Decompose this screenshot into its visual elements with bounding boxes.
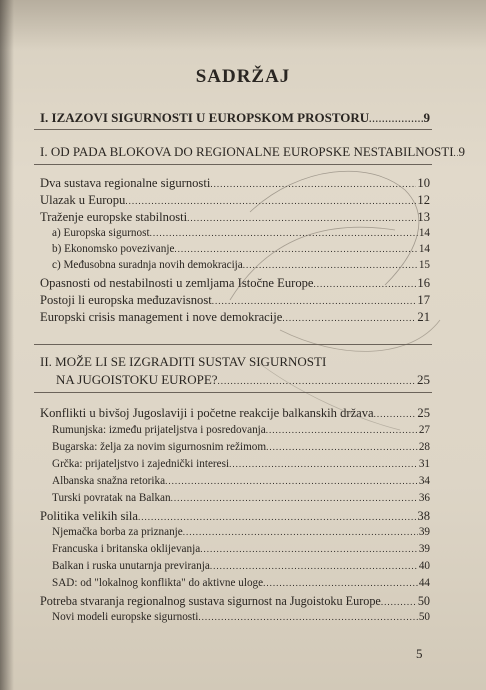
toc-entry-page: 17	[417, 293, 430, 307]
toc-entry-page: 15	[418, 259, 430, 271]
toc-entry-label: Novi modeli europske sigurnosti	[52, 611, 199, 623]
toc-entry-label: NA JUGOISTOKU EUROPE?	[56, 372, 218, 387]
toc-entry-label: Njemačka borba za priznanje	[52, 526, 183, 538]
toc-entry-label: Konflikti u bivšoj Jugoslaviji i početne reakcije balkanskih država	[40, 406, 374, 420]
page-number: 5	[416, 646, 423, 661]
toc-entry-page: 39	[418, 543, 430, 555]
toc-entry-page: 34	[418, 475, 430, 487]
toc-entry-page: 25	[417, 372, 430, 387]
toc-entry-page: 38	[417, 509, 430, 523]
toc-entry-page: 27	[418, 424, 430, 436]
toc-entry-page: 44	[418, 577, 430, 589]
toc-entry-page: 21	[417, 310, 430, 324]
toc-entry-label: Opasnosti od nestabilnosti u zemljama Istočne Europe	[40, 276, 314, 290]
toc-entry-label: c) Međusobna suradnja novih demokracija	[52, 259, 243, 271]
toc-entry-label: Rumunjska: između prijateljstva i posredovanja	[52, 424, 266, 436]
toc-entry-page: 28	[418, 441, 430, 453]
toc-entry-label: SAD: od "lokalnog konflikta" do aktivne uloge	[52, 577, 264, 589]
toc-entry-label: b) Ekonomsko povezivanje	[52, 243, 175, 255]
toc-entry-label: Francuska i britanska oklijevanja	[52, 543, 201, 555]
toc-entry-label: Bugarska: želja za novim sigurnosnim režimom	[52, 441, 267, 453]
toc-entry-page: 40	[418, 560, 430, 572]
toc-entry-label: Albanska snažna retorika	[52, 475, 166, 487]
toc-entry-label: Traženje europske stabilnosti	[40, 210, 188, 224]
toc-entry-page: 16	[417, 276, 430, 290]
toc-entry-label: Turski povratak na Balkan	[52, 492, 171, 504]
toc-entry-label: Ulazak u Europu	[40, 193, 126, 207]
toc-entry-label: I. IZAZOVI SIGURNOSTI U EUROPSKOM PROSTORU	[40, 110, 370, 125]
toc-entry-label: Potreba stvaranja regionalnog sustava sigurnost na Jugoistoku Europe	[40, 594, 381, 608]
toc-entry-page: 14	[418, 227, 430, 239]
toc-entry-page: 25	[417, 406, 430, 420]
toc-entry-label: Balkan i ruska unutarnja previranja	[52, 560, 210, 572]
toc-entry-label: Politika velikih sila	[40, 509, 138, 523]
toc-entry-label: II. MOŽE LI SE IZGRADITI SUSTAV SIGURNOSTI	[40, 354, 327, 369]
toc-entry-label: Postoji li europska međuzavisnost	[40, 293, 212, 307]
toc-entry-label: a) Europska sigurnost	[52, 227, 150, 239]
toc-entry-page: 12	[417, 193, 430, 207]
toc-entry-page: 50	[417, 594, 430, 608]
toc-entry-page: 13	[417, 210, 430, 224]
toc-entry-page: 9	[458, 144, 466, 159]
toc-entry-page: 31	[418, 458, 430, 470]
toc-entry-label: Dva sustava regionalne sigurnosti	[40, 176, 211, 190]
toc-entry-page: 10	[417, 176, 430, 190]
toc-entry-page: 9	[423, 110, 430, 125]
toc-entry-label: I. OD PADA BLOKOVA DO REGIONALNE EUROPSKE NESTABILNOSTI	[40, 144, 454, 159]
toc-entry-label: Grčka: prijateljstvo i zajednički interesi	[52, 458, 230, 470]
toc-entry-page: 50	[418, 611, 430, 623]
toc-entry-page: 39	[418, 526, 430, 538]
toc-entry-label: Europski crisis management i nove demokracije	[40, 310, 283, 324]
toc-entry-page: 36	[418, 492, 430, 504]
toc-entry-page: 14	[418, 243, 430, 255]
page-title: SADRŽAJ	[195, 66, 291, 87]
